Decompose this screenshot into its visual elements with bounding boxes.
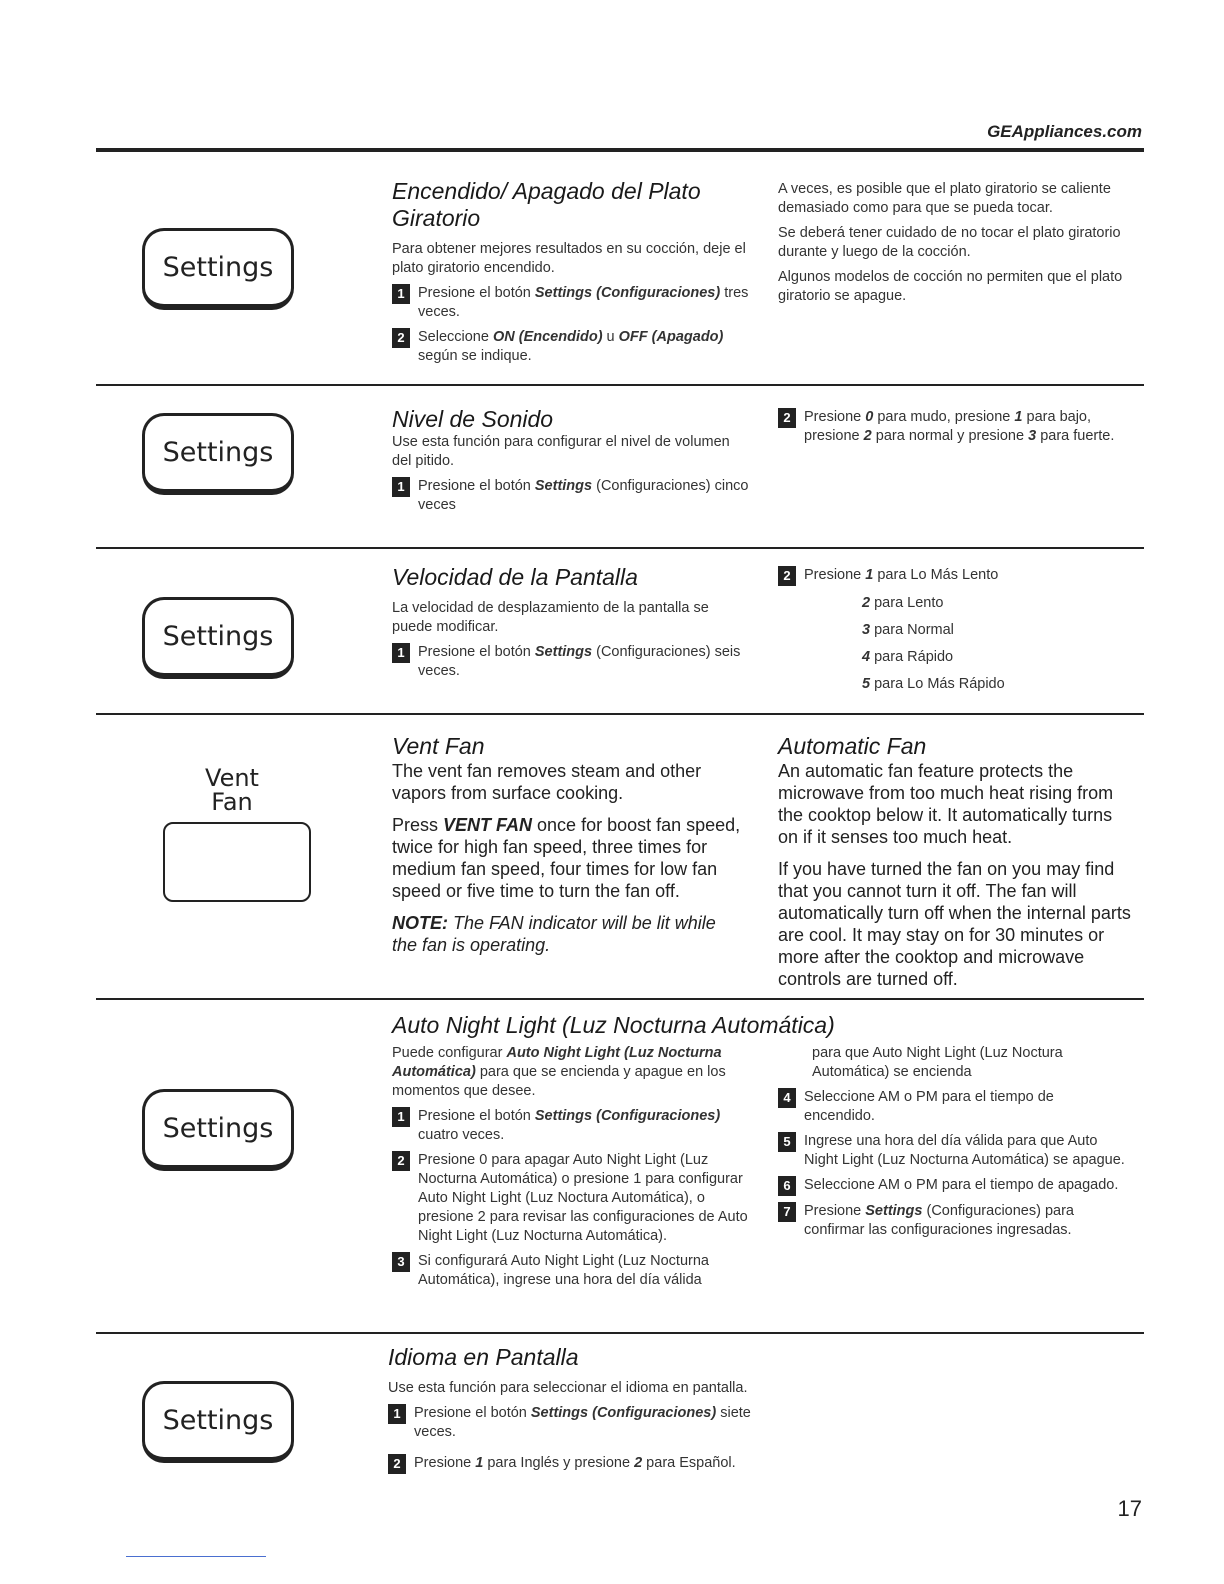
step-number: 2 (778, 408, 796, 428)
vent-p1: The vent fan removes steam and other vapors from surface cooking. (392, 761, 702, 803)
nightlight-title: Auto Night Light (Luz Nocturna Automática) (392, 1012, 835, 1038)
step-number: 1 (392, 477, 410, 497)
step-number: 1 (392, 284, 410, 304)
speed-option: 4 para Rápido (862, 649, 954, 665)
sound-right (778, 408, 1128, 452)
step-number: 2 (392, 1151, 410, 1171)
vent-fan-label: Vent Fan (205, 764, 259, 816)
language-left (388, 1344, 758, 1480)
settings-button-nightlight[interactable]: Settings (142, 1089, 294, 1171)
step-number: 2 (388, 1454, 406, 1474)
step-number: 6 (778, 1176, 796, 1196)
step-number: 3 (392, 1252, 410, 1272)
sound-left (392, 406, 752, 521)
nightlight-step-1: 1 Presione el botón Settings (Configuraciones) cuatro veces. (392, 1107, 760, 1145)
speed-left (392, 564, 752, 687)
step-number: 2 (778, 566, 796, 586)
nightlight-step-4: 4 Seleccione AM o PM para el tiempo de encendido. (778, 1088, 1128, 1126)
language-step-1: 1 Presione el botón Settings (Configuraciones) siete veces. (388, 1404, 758, 1442)
step-number: 5 (778, 1132, 796, 1152)
page-number: 17 (1117, 1496, 1142, 1521)
vent-right (778, 733, 1134, 1000)
step-number: 2 (392, 328, 410, 348)
nightlight-intro: Puede configurar Auto Night Light (Luz Nocturna Automática) para que se encienda y apague en los momentos que desee. (392, 1045, 726, 1099)
nightlight-step-5: 5 Ingrese una hora del día válida para que Auto Night Light (Luz Nocturna Automática) se apague. (778, 1132, 1128, 1170)
step-number: 4 (778, 1088, 796, 1108)
sound-title: Nivel de Sonido (392, 406, 554, 432)
vent-fan-button[interactable] (163, 822, 311, 902)
nightlight-step-2: 2 Presione 0 para apagar Auto Night Light (Luz Nocturna Automática) o presione 1 para configurar Auto Night Light (Luz Noctura Automática), o presione 2 para revisar las configuraciones de Auto Night Light (Luz Nocturna Automática). (392, 1151, 760, 1246)
speed-option: 3 para Normal (862, 622, 954, 638)
turntable-title: Encendido/ Apagado del Plato Giratorio (392, 178, 701, 231)
nightlight-step-3-cont: para que Auto Night Light (Luz Noctura Automática) se encienda (812, 1045, 1063, 1080)
step-number: 7 (778, 1202, 796, 1222)
nightlight-left (392, 1044, 760, 1296)
settings-button-speed[interactable]: Settings (142, 597, 294, 679)
turntable-step-2: 2 Seleccione ON (Encendido) u OFF (Apagado) según se indique. (392, 328, 752, 366)
speed-title: Velocidad de la Pantalla (392, 564, 638, 590)
divider (96, 998, 1144, 1000)
nightlight-title-wrap (392, 1012, 1142, 1039)
speed-step-1: 1 Presione el botón Settings (Configuraciones) seis veces. (392, 643, 752, 681)
sound-step-1: 1 Presione el botón Settings (Configuraciones) cinco veces (392, 477, 752, 515)
vent-left (392, 733, 742, 966)
footer-line (126, 1556, 266, 1557)
language-intro: Use esta función para seleccionar el idioma en pantalla. (388, 1380, 748, 1396)
language-step-2: 2 Presione 1 para Inglés y presione 2 para Español. (388, 1454, 758, 1474)
site-url: GEAppliances.com (987, 122, 1142, 141)
turntable-note-3: Algunos modelos de cocción no permiten que el plato giratorio se apague. (778, 269, 1123, 304)
top-rule (96, 148, 1144, 152)
sound-intro: Use esta función para configurar el nivel de volumen del pitido. (392, 434, 730, 469)
step-number: 1 (392, 1107, 410, 1127)
turntable-right (778, 180, 1128, 312)
auto-fan-p1: An automatic fan feature protects the microwave from too much heat rising from the cooktop below it. It automatically turns on if it senses too much heat. (778, 761, 1114, 847)
turntable-intro: Para obtener mejores resultados en su cocción, deje el plato giratorio encendido. (392, 241, 746, 276)
divider (96, 713, 1144, 715)
speed-step-2: 2 Presione 1 para Lo Más Lento (778, 566, 1128, 586)
nightlight-step-7: 7 Presione Settings (Configuraciones) para confirmar las configuraciones ingresadas. (778, 1202, 1128, 1240)
speed-intro: La velocidad de desplazamiento de la pantalla se puede modificar. (392, 600, 709, 635)
nightlight-right (778, 1044, 1128, 1246)
divider (96, 1332, 1144, 1334)
vent-note: NOTE: The FAN indicator will be lit while the fan is operating. (392, 913, 716, 955)
vent-p2: Press VENT FAN once for boost fan speed, twice for high fan speed, three times for medium fan speed, four times for low fan speed or five time to turn the fan off. (392, 815, 741, 901)
nightlight-step-6: 6 Seleccione AM o PM para el tiempo de apagado. (778, 1176, 1128, 1196)
settings-button-turntable[interactable]: Settings (142, 228, 294, 310)
auto-fan-title: Automatic Fan (778, 733, 927, 759)
turntable-note-1: A veces, es posible que el plato giratorio se caliente demasiado como para que se pueda tocar. (778, 181, 1111, 216)
settings-button-language[interactable]: Settings (142, 1381, 294, 1463)
turntable-step-1: 1 Presione el botón Settings (Configuraciones) tres veces. (392, 284, 752, 322)
speed-option: 5 para Lo Más Rápido (862, 676, 1005, 692)
divider (96, 384, 1144, 386)
speed-option: 2 para Lento (862, 595, 944, 611)
sound-step-2: 2 Presione 0 para mudo, presione 1 para bajo, presione 2 para normal y presione 3 para fuerte. (778, 408, 1128, 446)
nightlight-step-3: 3 Si configurará Auto Night Light (Luz Nocturna Automática), ingrese una hora del día válida (392, 1252, 760, 1290)
settings-button-sound[interactable]: Settings (142, 413, 294, 495)
speed-right (778, 566, 1128, 702)
turntable-left (392, 178, 752, 372)
step-number: 1 (388, 1404, 406, 1424)
language-title: Idioma en Pantalla (388, 1344, 579, 1370)
turntable-note-2: Se deberá tener cuidado de no tocar el plato giratorio durante y luego de la cocción. (778, 225, 1121, 260)
vent-title: Vent Fan (392, 733, 485, 759)
divider (96, 547, 1144, 549)
auto-fan-p2: If you have turned the fan on you may find that you cannot turn it off. The fan will automatically turn off when the internal parts are cool. It may stay on for 30 minutes or more after the cooktop and microwave controls are turned off. (778, 859, 1131, 989)
step-number: 1 (392, 643, 410, 663)
